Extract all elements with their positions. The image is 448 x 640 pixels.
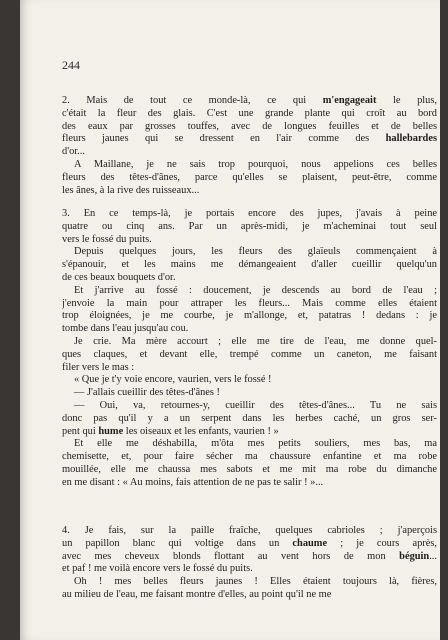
text-run: pent qui [62, 425, 99, 437]
text-line [62, 95, 437, 108]
text-line [62, 246, 437, 259]
text-line [62, 349, 437, 362]
text-run: 4. Je fais, sur la paille fraîche, quelques cabrioles ; j'aperçois [62, 525, 437, 536]
text-run: j'envoie la main pour attraper les fleurs... Mais comme elles étaient [62, 297, 437, 309]
text-run: vers le fossé du puits. [62, 233, 152, 245]
text-run: trop éloignées, je me courbe, je m'allonge, et, patatras ! dedans : je [62, 310, 437, 322]
text-run: un papillon blanc qui voltige dans un [62, 537, 293, 549]
text-line [62, 185, 437, 198]
text-line [62, 310, 437, 323]
text-run: mouillée, elle me chaussa mes sabots et me mit ma robe du dimanche [62, 463, 437, 475]
text-run: filer vers le mas : [62, 361, 135, 373]
text-line [62, 159, 437, 172]
text-line [62, 400, 437, 413]
bold-word: hume [98, 425, 124, 437]
text-line [62, 551, 437, 564]
text-line [62, 374, 437, 387]
text-run: de ces beaux bouquets d'or. [62, 271, 176, 283]
text-run: — Oui, va, retournes-y, cueillir des têtes-d'ânes... Tu ne sais [74, 399, 437, 411]
text-run: les ânes, à la rive des ruisseaux... [62, 184, 200, 196]
text-run: Je crie. Ma mère accourt ; elle me tire de l'eau, me donne quel- [74, 335, 437, 347]
text-run: Et elle me déshabilla, m'ôta mes petits souliers, mes bas, ma [74, 438, 437, 450]
text-line [62, 451, 437, 464]
bold-word: m'engageait [322, 95, 377, 106]
text-run: avec mes cheveux blonds flottant au vent hors de mon [62, 550, 400, 562]
text-line [62, 387, 437, 400]
bold-word: hallebardes [385, 133, 437, 145]
text-line [62, 413, 437, 426]
text-run: c'était la fleur des glais. C'est une grande plante qui croît au bord [62, 107, 437, 119]
text-run: s'épanouir, et les mains me démangeaient d'aller cueillir quelqu'un [62, 259, 437, 271]
text-run: en me disant : « Au moins, fais attention de ne pas te salir ! »... [62, 476, 324, 488]
text-run: tombe dans l'eau jusqu'au cou. [62, 323, 189, 335]
text-line [62, 146, 437, 159]
text-line [62, 362, 437, 375]
text-run: le plus, [376, 95, 437, 106]
text-run: Depuis quelques jours, les fleurs des glaïeuls commençaient à [74, 246, 437, 258]
book-page [20, 0, 440, 640]
text-line [62, 438, 437, 451]
bold-word: chaume [292, 537, 328, 549]
text-line [62, 464, 437, 477]
text-line [62, 172, 437, 185]
text-run: quatre ou cinq ans. Par un après-midi, je m'acheminai tout seul [62, 220, 437, 232]
text-run: d'or... [62, 146, 85, 158]
text-run: Oh ! mes belles fleurs jaunes ! Elles étaient toujours là, fières, [74, 576, 437, 588]
text-line [62, 426, 437, 439]
text-run: « Que je t'y voie encore, vaurien, vers le fossé ! [74, 374, 272, 386]
text-run: — J'allais cueillir des têtes-d'ânes ! [74, 387, 220, 399]
text-line [62, 221, 437, 234]
text-run: Et j'arrive au fossé : doucement, je descends au bord de l'eau ; [74, 284, 437, 296]
text-line [62, 323, 437, 336]
paragraph-3 [62, 208, 437, 490]
text-run: au milieu de l'eau, me faisant montre d'elles, au point qu'il ne me [62, 588, 332, 600]
text-line [62, 336, 437, 349]
text-run: ... [429, 550, 437, 562]
text-run: chemisette, et, pour faire sécher ma chaussure enfantine et ma robe [62, 451, 437, 463]
text-run: des eaux par grosses touffes, avec de longues feuilles et de belles [62, 120, 437, 132]
text-line [62, 525, 437, 538]
page-number: 244 [62, 58, 80, 72]
text-line [62, 234, 437, 247]
text-run: donc pas qu'il y a un serpent dans les herbes caché, un gros ser- [62, 412, 437, 424]
text-line [62, 563, 437, 576]
text-run: et paf ! me voilà encore vers le fossé du puits. [62, 563, 253, 575]
text-line [62, 285, 437, 298]
text-line [62, 538, 437, 551]
text-run: A Maillane, je ne sais trop pourquoi, nous appelions ces belles [74, 158, 437, 170]
bold-word: béguin [399, 550, 430, 562]
text-line [62, 259, 437, 272]
text-line [62, 477, 437, 490]
text-run: fleurs jaunes qui se dressent en l'air comme des [62, 133, 386, 145]
text-run: les oiseaux et les enfants, vaurien ! » [123, 425, 279, 437]
text-line [62, 298, 437, 311]
text-line [62, 576, 437, 589]
text-line [62, 133, 437, 146]
text-line [62, 121, 437, 134]
text-run: 2. Mais de tout ce monde-là, ce qui [62, 95, 323, 106]
text-line [62, 272, 437, 285]
text-run: fleurs des têtes-d'ânes, parce qu'elles se plaisent, peut-être, comme [62, 171, 437, 183]
text-line [62, 589, 437, 602]
text-line [62, 208, 437, 221]
text-run: 3. En ce temps-là, je portais encore des jupes, j'avais à peine [62, 208, 437, 219]
text-run: ; je cours après, [327, 537, 437, 549]
paragraph-2 [62, 95, 437, 197]
text-line [62, 108, 437, 121]
text-run: ques claques, et devant elle, trempé comme un caneton, me faisant [62, 348, 437, 360]
paragraph-4 [62, 525, 437, 602]
